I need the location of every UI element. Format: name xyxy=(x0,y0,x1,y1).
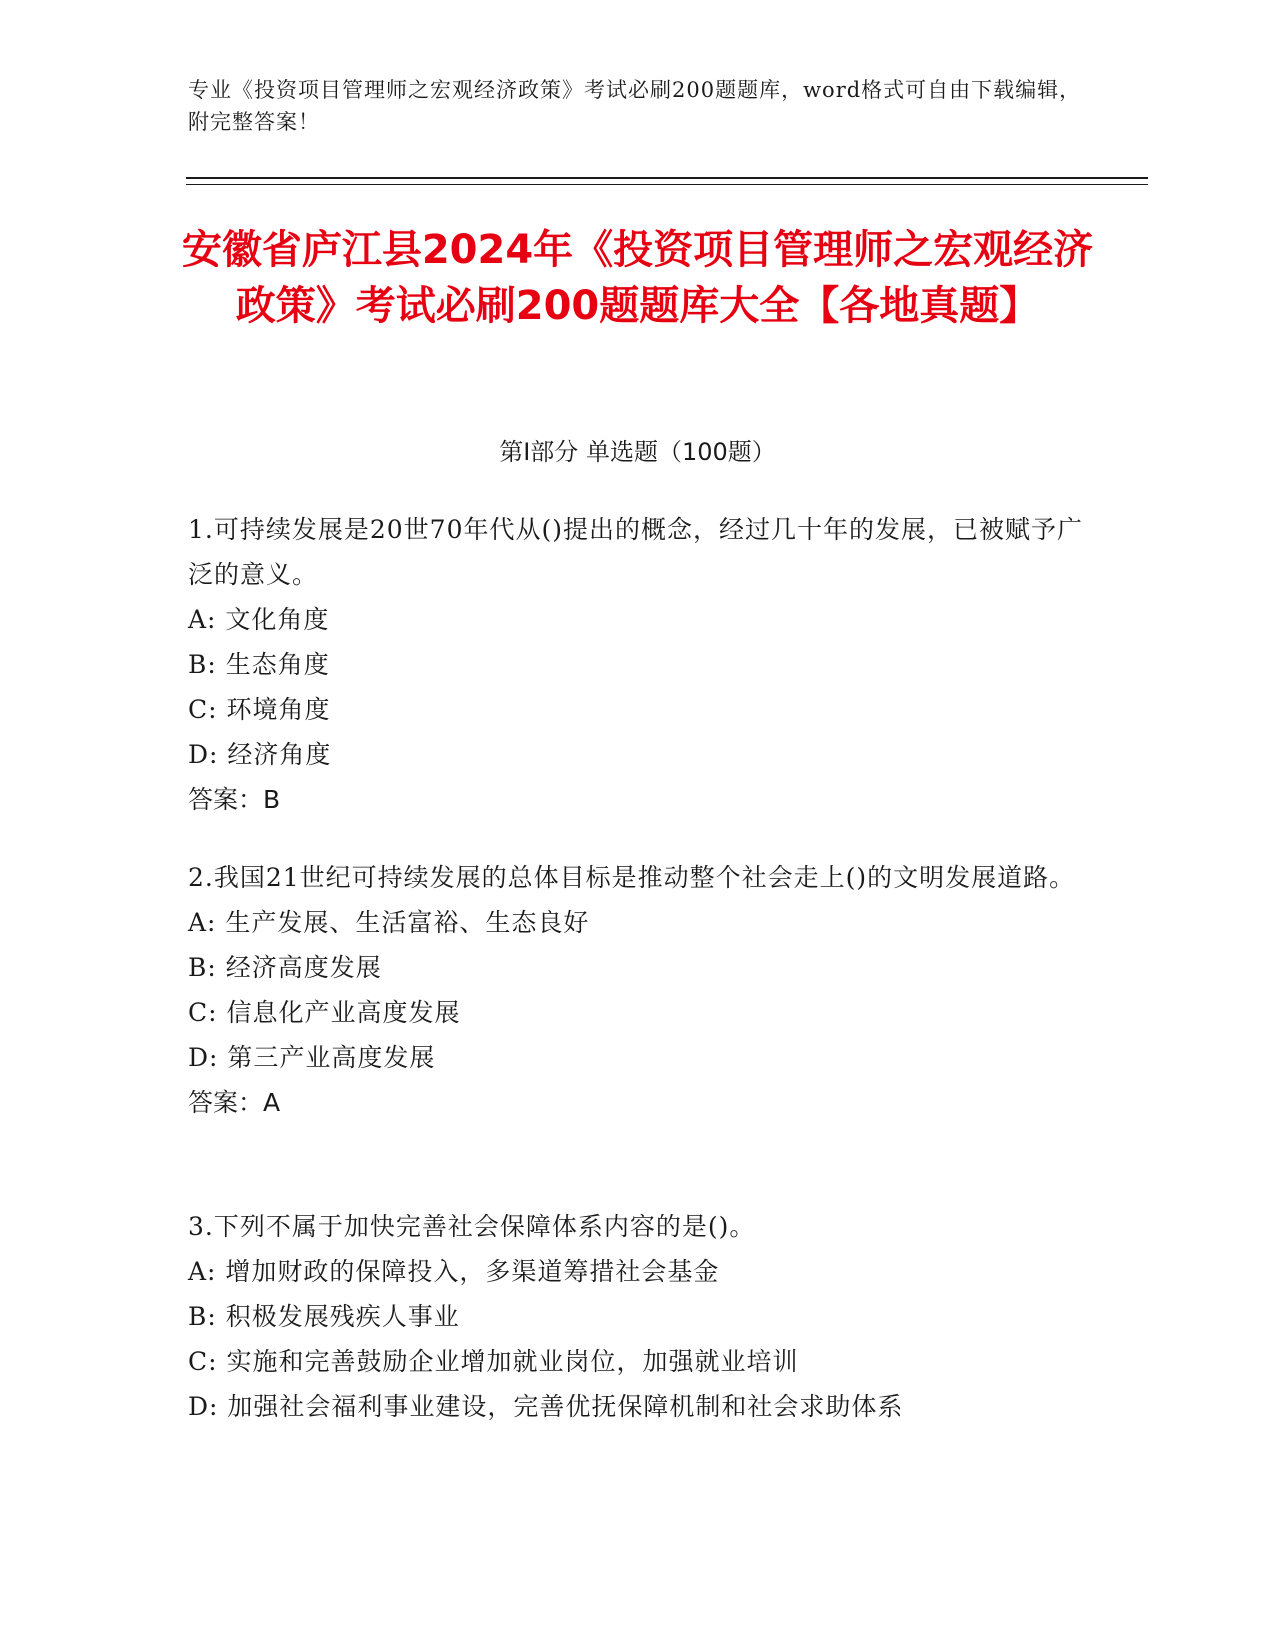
question-2 xyxy=(188,855,1088,1125)
option-b: B: 生态角度 xyxy=(188,650,330,679)
question-1 xyxy=(188,507,1088,822)
question-stem: 2.我国21世纪可持续发展的总体目标是推动整个社会走上()的文明发展道路。 xyxy=(188,863,1076,892)
answer: 答案：B xyxy=(188,785,281,814)
option-b: B: 积极发展残疾人事业 xyxy=(188,1302,460,1331)
header-note: 专业《投资项目管理师之宏观经济政策》考试必刷200题题库，word格式可自由下载编辑，附完整答案！ xyxy=(188,78,1082,134)
answer: 答案：A xyxy=(188,1088,281,1117)
question-stem: 1.可持续发展是20世70年代从()提出的概念，经过几十年的发展，已被赋予广泛的意义。 xyxy=(188,515,1083,589)
header-divider-thin xyxy=(186,184,1148,185)
option-a: A: 增加财政的保障投入，多渠道筹措社会基金 xyxy=(188,1257,720,1286)
option-d: D: 经济角度 xyxy=(188,740,332,769)
question-3 xyxy=(188,1204,1088,1429)
option-c: C: 环境角度 xyxy=(188,695,331,724)
option-c: C: 信息化产业高度发展 xyxy=(188,998,461,1027)
option-a: A: 文化角度 xyxy=(188,605,330,634)
option-a: A: 生产发展、生活富裕、生态良好 xyxy=(188,908,590,937)
question-stem: 3.下列不属于加快完善社会保障体系内容的是()。 xyxy=(188,1212,756,1241)
option-c: C: 实施和完善鼓励企业增加就业岗位，加强就业培训 xyxy=(188,1347,799,1376)
section-heading: 第Ⅰ部分 单选题（100题） xyxy=(499,438,776,466)
option-d: D: 加强社会福利事业建设，完善优抚保障机制和社会求助体系 xyxy=(188,1392,904,1421)
option-d: D: 第三产业高度发展 xyxy=(188,1043,436,1072)
header-divider-thick xyxy=(186,177,1148,179)
document-title: 安徽省庐江县2024年《投资项目管理师之宏观经济政策》考试必刷200题题库大全【各地真题】 xyxy=(181,227,1094,329)
option-b: B: 经济高度发展 xyxy=(188,953,382,982)
